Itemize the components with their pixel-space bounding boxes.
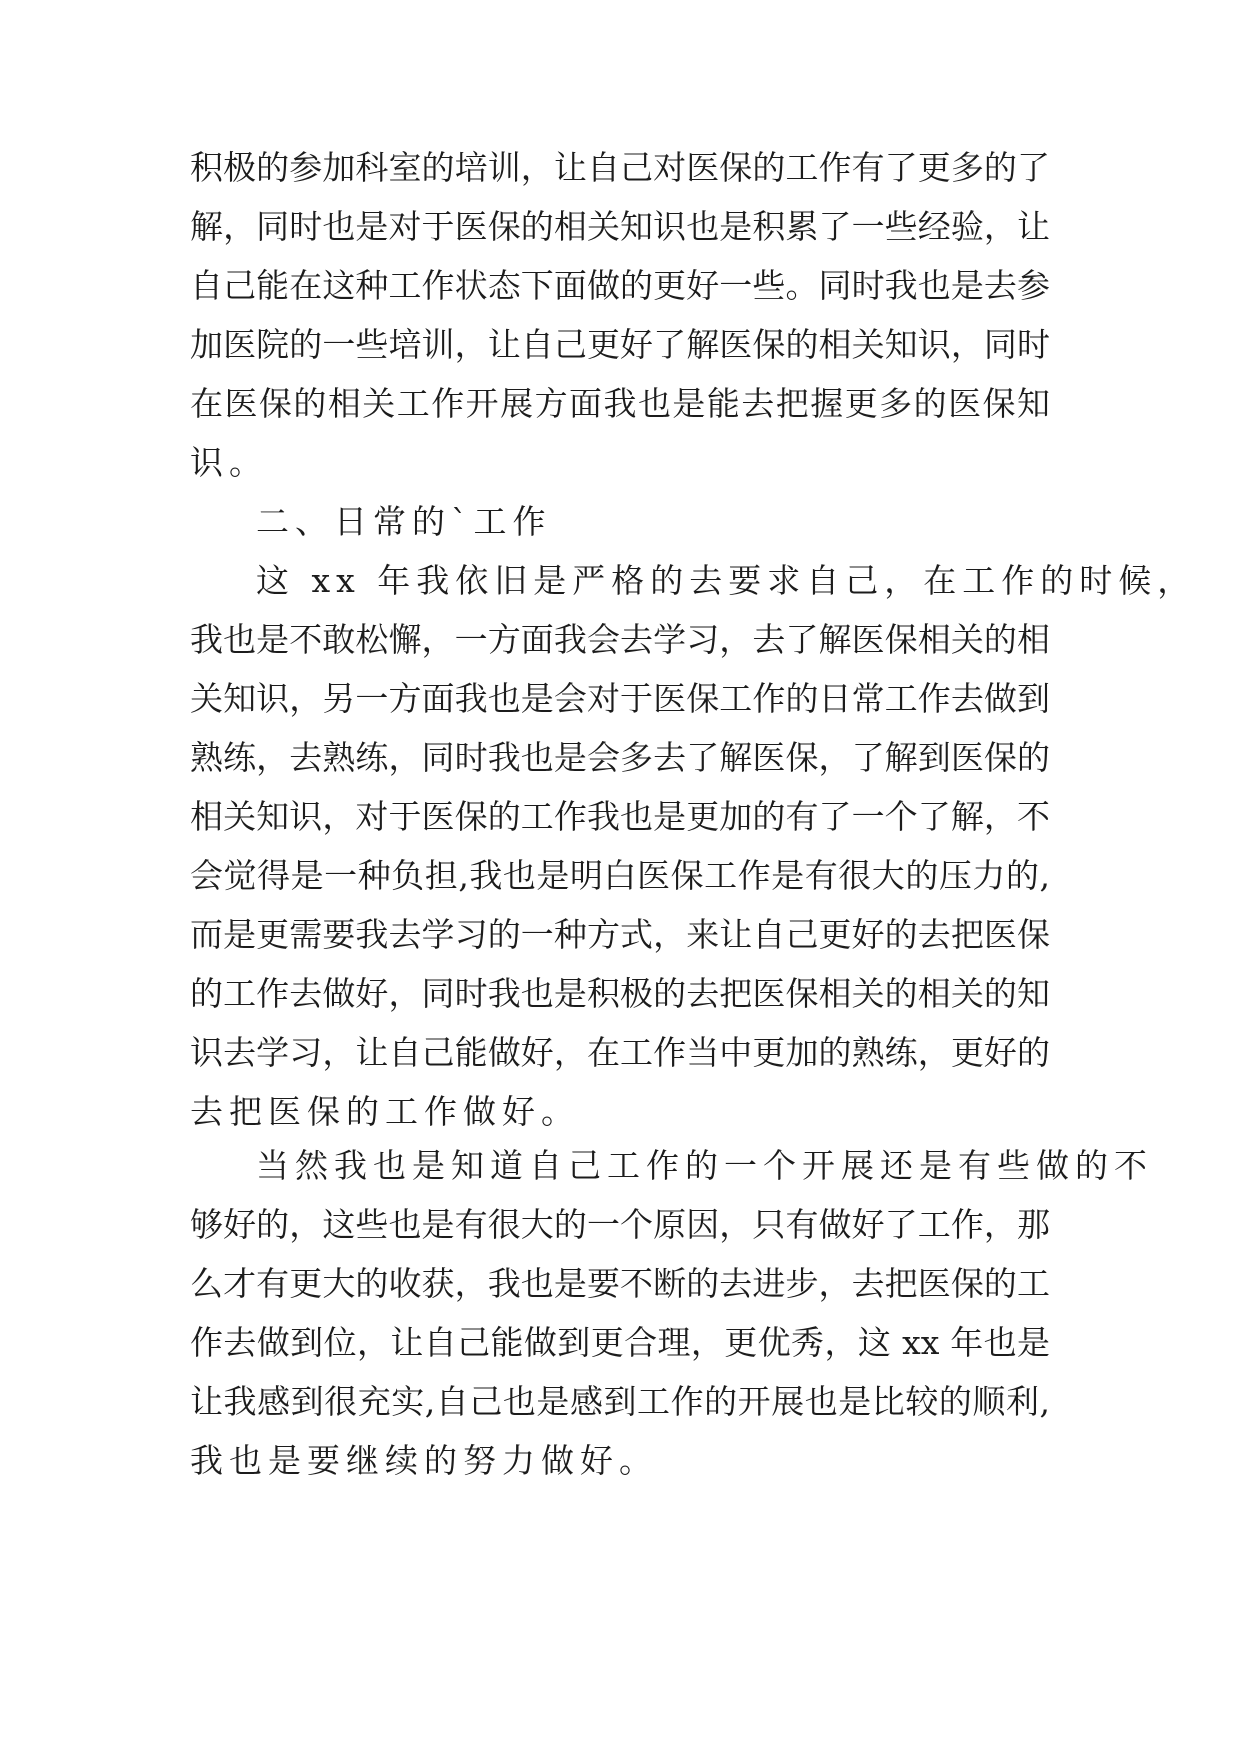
text-line: 的工作去做好，同时我也是积极的去把医保相关的相关的知 — [190, 974, 1050, 1013]
text-line: 么才有更大的收获，我也是要不断的去进步，去把医保的工 — [190, 1264, 1050, 1303]
text-line: 这 xx 年我依旧是严格的去要求自己，在工作的时候， — [256, 561, 1197, 600]
heading-text: 二、日常的`工作 — [256, 502, 552, 541]
text-line: 相关知识，对于医保的工作我也是更加的有了一个了解，不 — [190, 797, 1050, 836]
text-line: 我也是不敢松懈，一方面我会去学习，去了解医保相关的相 — [190, 620, 1050, 659]
paragraph-training — [190, 138, 1050, 492]
text-line: 在医保的相关工作开展方面我也是能去把握更多的医保知 — [190, 384, 1050, 423]
text-line: 让我感到很充实,自己也是感到工作的开展也是比较的顺利, — [190, 1382, 1050, 1421]
paragraph-reflection — [190, 1136, 1153, 1490]
text-line: 我也是要继续的努力做好。 — [190, 1441, 658, 1480]
paragraph-daily-work — [190, 551, 1197, 1141]
text-line: 而是更需要我去学习的一种方式，来让自己更好的去把医保 — [190, 915, 1050, 954]
text-line: 会觉得是一种负担,我也是明白医保工作是有很大的压力的, — [190, 856, 1050, 895]
text-line: 够好的，这些也是有很大的一个原因，只有做好了工作，那 — [190, 1205, 1050, 1244]
text-line: 熟练，去熟练，同时我也是会多去了解医保，了解到医保的 — [190, 738, 1050, 777]
text-line: 去把医保的工作做好。 — [190, 1092, 580, 1131]
text-line: 识。 — [190, 443, 268, 482]
text-line: 积极的参加科室的培训，让自己对医保的工作有了更多的了 — [190, 148, 1050, 187]
text-line: 识去学习，让自己能做好，在工作当中更加的熟练，更好的 — [190, 1033, 1050, 1072]
text-line: 当然我也是知道自己工作的一个开展还是有些做的不 — [256, 1146, 1153, 1185]
text-line: 解，同时也是对于医保的相关知识也是积累了一些经验，让 — [190, 207, 1050, 246]
text-line: 作去做到位，让自己能做到更合理，更优秀，这 xx 年也是 — [190, 1323, 1050, 1362]
text-line: 加医院的一些培训，让自己更好了解医保的相关知识，同时 — [190, 325, 1050, 364]
section-heading — [190, 492, 1050, 551]
text-line: 关知识，另一方面我也是会对于医保工作的日常工作去做到 — [190, 679, 1050, 718]
text-line: 自己能在这种工作状态下面做的更好一些。同时我也是去参 — [190, 266, 1050, 305]
